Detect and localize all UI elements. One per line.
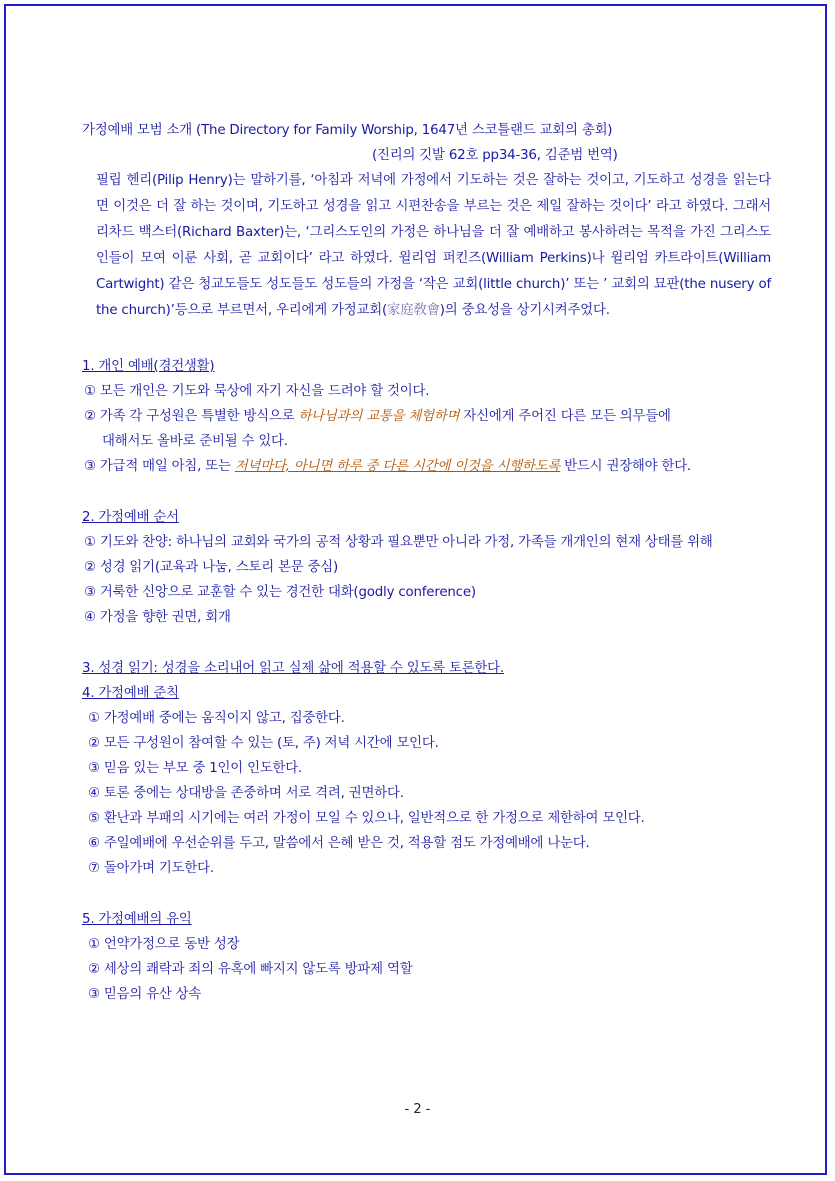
- section-1-item: [82, 404, 782, 429]
- section-4-item: ⑤ 환난과 부패의 시기에는 여러 가정이 모일 수 있으나, 일반적으로 한 가정으로 제한하여 모인다.: [88, 811, 645, 826]
- section-5-heading: 5. 가정예배의 유익: [82, 912, 192, 927]
- item-text: ③ 가급적 매일 아침, 또는: [84, 459, 235, 474]
- section-4-heading: 4. 가정예배 준칙: [82, 686, 179, 701]
- emphasis-text: 하나님과의 교통을 체험하며: [298, 409, 460, 424]
- intro-paragraph: [82, 168, 771, 324]
- section-4-item: ⑦ 돌아가며 기도한다.: [88, 861, 214, 876]
- section-2-item: ④ 가정을 향한 권면, 회개: [84, 610, 231, 625]
- section-4-item: ② 모든 구성원이 참여할 수 있는 (토, 주) 저녁 시간에 모인다.: [88, 736, 439, 751]
- emphasis-text: 저녁마다, 아니면 하루 중 다른 시간에 이것을 시행하도록: [234, 459, 561, 474]
- item-text: 반드시 권장해야 한다.: [560, 459, 691, 474]
- document-title: 가정예배 모범 소개 (The Directory for Family Worship, 1647년 스코틀랜드 교회의 총회): [82, 123, 613, 138]
- document-source: (진리의 깃발 62호 pp34-36, 김준범 번역): [372, 148, 618, 163]
- section-5-item: ③ 믿음의 유산 상속: [88, 987, 202, 1002]
- document-body: [82, 118, 782, 1007]
- section-2-item: ② 성경 읽기(교육과 나눔, 스토리 본문 중심): [84, 560, 339, 575]
- section-3-heading: 3. 성경 읽기: 성경을 소리내어 읽고 실제 삶에 적용할 수 있도록 토론한다.: [82, 661, 504, 676]
- section-2-heading: 2. 가정예배 순서: [82, 510, 179, 525]
- section-4-item: ⑥ 주일예배에 우선순위를 두고, 말씀에서 은혜 받은 것, 적용할 점도 가정예배에 나눈다.: [88, 836, 590, 851]
- section-1-heading: 1. 개인 예배(경건생활): [82, 359, 215, 374]
- section-1-item: ① 모든 개인은 기도와 묵상에 자기 자신을 드려야 할 것이다.: [84, 384, 430, 399]
- intro-kanji: 家庭敎會: [387, 303, 440, 318]
- page-number: - 2 -: [404, 1102, 431, 1117]
- section-1-item: [82, 454, 782, 479]
- section-1-item-continuation: 대해서도 올바로 준비될 수 있다.: [102, 434, 288, 449]
- section-4-item: ③ 믿음 있는 부모 중 1인이 인도한다.: [88, 761, 303, 776]
- intro-text-end: )의 중요성을 상기시켜주었다.: [439, 303, 610, 318]
- section-2-item: ① 기도와 찬양: 하나님의 교회와 국가의 공적 상황과 필요뿐만 아니라 가정, 가족들 개개인의 현재 상태를 위해: [84, 535, 713, 550]
- item-text: 자신에게 주어진 다른 모든 의무들에: [459, 409, 671, 424]
- section-4-item: ④ 토론 중에는 상대방을 존중하며 서로 격려, 권면하다.: [88, 786, 404, 801]
- section-4-item: ① 가정예배 중에는 움직이지 않고, 집중한다.: [88, 711, 345, 726]
- item-text: ② 가족 각 구성원은 특별한 방식으로: [84, 409, 299, 424]
- section-5-item: ① 언약가정으로 동반 성장: [88, 937, 240, 952]
- intro-text: 필립 헨리(Pilip Henry)는 말하기를, ‘아침과 저녁에 가정에서 기도하는 것은 잘하는 것이고, 기도하고 성경을 읽는다면 이것은 더 잘 하는 것이며, 기도하고 성경을 읽고 시편찬송을 부르는 것은 제일 잘하는 것이다’ 라고 하였다. 그래서 리차드 백스터(Richard Baxter)는, ‘그리스도인의 가정은 하나님을 더 잘 예배하고 봉사하려는 목적을 가진 그리스도인들이 모여 이룬 사회, 곧 교회이다’ 라고 하였다. 윌리엄 퍼킨즈(William Perkins)나 윌리엄 카트라이트(William Cartwight) 같은 청교도들도 성도들도 성도들의 가정을 ‘작은 교회(little church)’ 또는 ’ 교회의 묘판(the nusery of the church)’등으로 부르면서, 우리에게 가정교회(: [96, 173, 771, 318]
- section-5-item: ② 세상의 쾌락과 죄의 유혹에 빠지지 않도록 방파제 역할: [88, 962, 413, 977]
- section-2-item: ③ 거룩한 신앙으로 교훈할 수 있는 경건한 대화(godly conference): [84, 585, 476, 600]
